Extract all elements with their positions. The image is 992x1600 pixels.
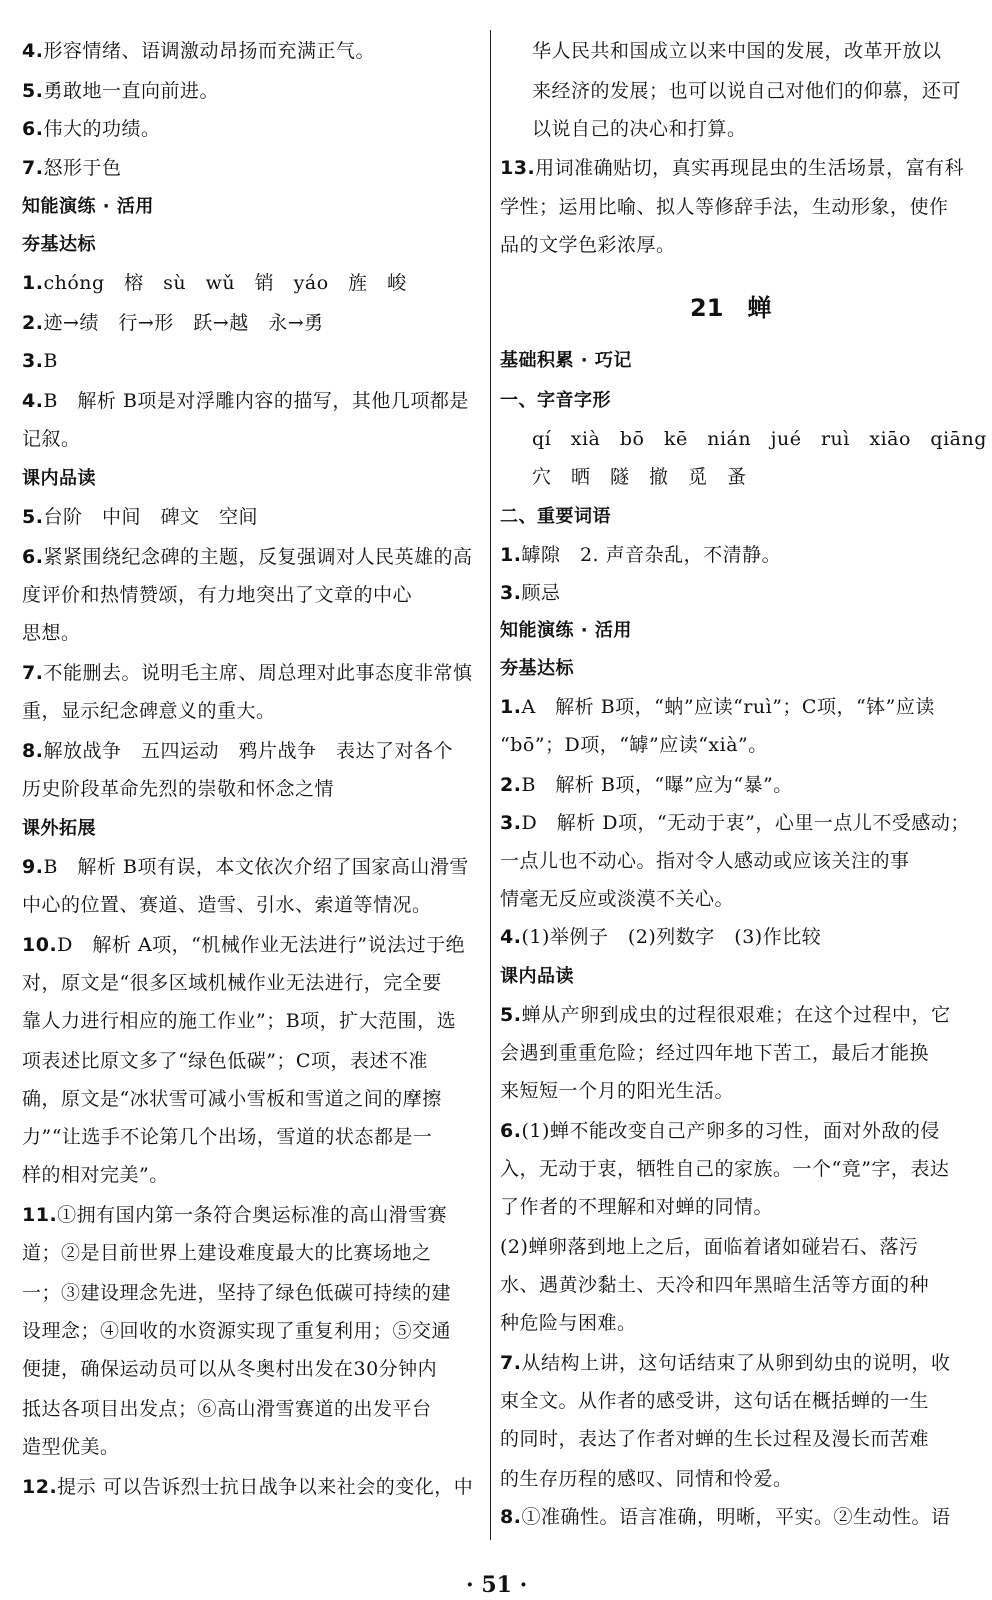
answer-text: 度评价和热情赞颂，有力地突出了文章的中心 — [22, 584, 413, 606]
answer-text: 中心的位置、赛道、造雪、引水、索道等情况。 — [22, 894, 432, 916]
answer-text: 从结构上讲，这句话结束了从卵到幼虫的说明，收 — [521, 1352, 951, 1374]
answer-item — [22, 934, 465, 956]
answer-text: 束全文。从作者的感受讲，这句话在概括蝉的一生 — [500, 1390, 930, 1412]
answer-item — [22, 157, 121, 179]
answer-text: 一点儿也不动心。指对令人感动或应该关注的事 — [500, 850, 910, 872]
section-heading: 一、字音字形 — [500, 390, 611, 411]
answer-text: 情毫无反应或淡漠不关心。 — [500, 888, 735, 910]
item-number: 1. — [22, 272, 44, 294]
answer-text: ①准确性。语言准确，明晰，平实。②生动性。语 — [521, 1506, 951, 1528]
answer-continuation — [500, 1312, 637, 1334]
section-title: 21 蝉 — [690, 294, 772, 322]
answer-text: 入，无动于衷，牺牲自己的家族。一个“竟”字，表达 — [500, 1158, 950, 1180]
item-number: 4. — [22, 40, 44, 62]
answer-text: chóng 榕 sù wǔ 销 yáo 旌 峻 — [43, 272, 407, 294]
item-number: 8. — [22, 740, 44, 762]
answer-continuation — [22, 1050, 428, 1072]
answer-continuation — [500, 850, 910, 872]
section-heading: 二、重要词语 — [500, 506, 611, 527]
answer-item — [22, 1476, 473, 1498]
answer-text: B — [43, 350, 58, 372]
answer-text: (1)举例子 (2)列数字 (3)作比较 — [521, 926, 822, 948]
answer-text: 对，原文是“很多区域机械作业无法进行，完全要 — [22, 972, 442, 994]
answer-text: 来经济的发展；也可以说自己对他们的仰慕，还可 — [532, 80, 962, 102]
answer-text: 历史阶段革命先烈的崇敬和怀念之情 — [22, 778, 335, 800]
answer-text: (1)蝉不能改变自己产卵多的习性，面对外敌的侵 — [521, 1120, 940, 1142]
item-number: 2. — [500, 774, 522, 796]
answer-item — [500, 812, 970, 834]
answer-continuation — [532, 466, 747, 488]
answer-text: 品的文学色彩浓厚。 — [500, 234, 676, 256]
answer-item — [22, 740, 453, 762]
answer-text: 的同时，表达了作者对蝉的生长过程及漫长而苦难 — [500, 1428, 930, 1450]
answer-continuation — [500, 1274, 929, 1296]
answer-text: 思想。 — [22, 622, 81, 644]
answer-text: 来短短一个月的阳光生活。 — [500, 1080, 735, 1102]
answer-continuation — [500, 1428, 929, 1450]
answer-item — [22, 312, 324, 334]
answer-item — [22, 350, 58, 372]
answer-continuation — [500, 234, 676, 256]
answer-text: 靠人力进行相应的施工作业”；B项，扩大范围，选 — [22, 1010, 457, 1032]
answer-text: qí xià bō kē nián jué ruì xiāo qiāng — [532, 428, 987, 450]
answer-item — [500, 1506, 950, 1528]
answer-text: 不能删去。说明毛主席、周总理对此事态度非常慎 — [43, 662, 473, 684]
answer-text: B 解析 B项有误，本文依次介绍了国家高山滑雪 — [43, 856, 469, 878]
answer-continuation — [500, 1390, 929, 1412]
item-number: 5. — [22, 506, 44, 528]
answer-continuation — [22, 428, 81, 450]
answer-text: 紧紧围绕纪念碑的主题，反复强调对人民英雄的高 — [43, 546, 473, 568]
answer-continuation — [532, 80, 961, 102]
answer-text: B 解析 B项是对浮雕内容的描写，其他几项都是 — [43, 390, 469, 412]
answer-continuation — [500, 888, 734, 910]
section-heading: 知能演练 · 活用 — [500, 620, 632, 641]
item-number: 3. — [22, 350, 44, 372]
answer-text: 解放战争 五四运动 鸦片战争 表达了对各个 — [43, 740, 453, 762]
answer-continuation — [22, 622, 81, 644]
answer-text: 一；③建设理念先进，坚持了绿色低碳可持续的建 — [22, 1282, 452, 1304]
answer-text: 勇敢地一直向前进。 — [43, 80, 219, 102]
answer-continuation — [22, 1126, 432, 1148]
answer-continuation — [22, 894, 432, 916]
answer-continuation — [500, 734, 768, 756]
answer-text: 种危险与困难。 — [500, 1312, 637, 1334]
item-number: 7. — [500, 1352, 522, 1374]
answer-text: 以说自己的决心和打算。 — [532, 118, 747, 140]
answer-item — [500, 696, 935, 718]
answer-item — [500, 926, 821, 948]
answer-text: (2)蝉卵落到地上之后，面临着诸如碰岩石、落污 — [500, 1236, 919, 1258]
section-heading: 夯基达标 — [500, 658, 574, 679]
answer-continuation — [22, 1358, 437, 1380]
item-number: 6. — [22, 546, 44, 568]
column-divider — [490, 30, 491, 1540]
answer-continuation — [22, 1320, 451, 1342]
answer-text: 罅隙 2. 声音杂乱，不清静。 — [521, 544, 782, 566]
answer-continuation — [22, 1398, 432, 1420]
answer-text: 了作者的不理解和对蝉的同情。 — [500, 1196, 774, 1218]
answer-continuation — [500, 1468, 793, 1490]
answer-text: “bō”；D项，“罅”应读“xià”。 — [500, 734, 768, 756]
answer-continuation — [22, 1010, 456, 1032]
answer-text: ①拥有国内第一条符合奥运标准的高山滑雪赛 — [57, 1204, 448, 1226]
answer-text: 怒形于色 — [43, 157, 122, 179]
item-number: 9. — [22, 856, 44, 878]
section-heading: 课内品读 — [500, 966, 574, 987]
answer-text: 迹→绩 行→形 跃→越 永→勇 — [43, 312, 324, 334]
answer-item — [22, 40, 375, 62]
answer-continuation — [22, 584, 412, 606]
answer-item — [500, 1352, 950, 1374]
answer-continuation — [500, 1042, 929, 1064]
answer-continuation — [22, 1242, 432, 1264]
answer-item — [22, 80, 219, 102]
item-number: 5. — [22, 80, 44, 102]
answer-continuation — [532, 428, 987, 450]
answer-item — [22, 506, 258, 528]
answer-continuation — [500, 196, 949, 218]
section-heading: 基础积累 · 巧记 — [500, 350, 632, 371]
item-number: 11. — [22, 1204, 58, 1226]
section-heading: 夯基达标 — [22, 234, 96, 255]
item-number: 6. — [500, 1120, 522, 1142]
answer-text: A 解析 B项，“蚋”应读“ruì”；C项，“钵”应读 — [521, 696, 935, 718]
item-number: 5. — [500, 1004, 522, 1026]
item-number: 3. — [500, 812, 522, 834]
answer-text: D 解析 A项，“机械作业无法进行”说法过于绝 — [57, 934, 466, 956]
item-number: 4. — [22, 390, 44, 412]
item-number: 7. — [22, 157, 44, 179]
section-heading: 课内品读 — [22, 468, 96, 489]
answer-text: 设理念；④回收的水资源实现了重复利用；⑤交通 — [22, 1320, 452, 1342]
answer-text: 造型优美。 — [22, 1436, 120, 1458]
answer-text: 样的相对完美”。 — [22, 1164, 169, 1186]
answer-text: 的生存历程的感叹、同情和怜爱。 — [500, 1468, 793, 1490]
item-number: 6. — [22, 118, 44, 140]
item-number: 1. — [500, 544, 522, 566]
answer-item — [22, 390, 469, 412]
item-number: 4. — [500, 926, 522, 948]
answer-text: B 解析 B项，“曝”应为“暴”。 — [521, 774, 793, 796]
answer-continuation — [532, 118, 747, 140]
answer-continuation — [500, 1196, 773, 1218]
answer-continuation — [500, 1080, 734, 1102]
answer-item — [22, 546, 472, 568]
answer-item — [22, 1204, 447, 1226]
answer-continuation — [22, 972, 442, 994]
answer-text: 项表述比原文多了“绿色低碳”；C项，表述不准 — [22, 1050, 428, 1072]
answer-continuation — [532, 40, 942, 62]
answer-text: 学性；运用比喻、拟人等修辞手法，生动形象，使作 — [500, 196, 949, 218]
answer-text: 抵达各项目出发点；⑥高山滑雪赛道的出发平台 — [22, 1398, 432, 1420]
section-heading: 课外拓展 — [22, 818, 96, 839]
answer-text: 蝉从产卵到成虫的过程很艰难；在这个过程中，它 — [521, 1004, 951, 1026]
item-number: 3. — [500, 582, 522, 604]
answer-continuation — [22, 1282, 451, 1304]
answer-text: 水、遇黄沙黏土、天冷和四年黑暗生活等方面的种 — [500, 1274, 930, 1296]
item-number: 13. — [500, 157, 536, 179]
answer-text: 提示 可以告诉烈士抗日战争以来社会的变化，中 — [57, 1476, 474, 1498]
answer-text: 穴 晒 隧 撤 觅 蚤 — [532, 466, 747, 488]
item-number: 10. — [22, 934, 58, 956]
answer-text: 重，显示纪念碑意义的重大。 — [22, 700, 276, 722]
answer-item — [22, 856, 469, 878]
answer-text: 用词准确贴切，真实再现昆虫的生活场景，富有科 — [535, 157, 965, 179]
answer-text: 记叙。 — [22, 428, 81, 450]
item-number: 1. — [500, 696, 522, 718]
answer-continuation — [500, 1158, 949, 1180]
answer-text: 力”“让选手不论第几个出场，雪道的状态都是一 — [22, 1126, 433, 1148]
answer-item — [500, 1004, 950, 1026]
answer-text: 道；②是目前世界上建设难度最大的比赛场地之 — [22, 1242, 432, 1264]
answer-text: 伟大的功绩。 — [43, 118, 161, 140]
answer-text: 确，原文是“冰状雪可减小雪板和雪道之间的摩擦 — [22, 1088, 442, 1110]
answer-text: D 解析 D项，“无动于衷”，心里一点儿不受感动； — [521, 812, 970, 834]
answer-item — [500, 157, 964, 179]
answer-continuation — [22, 1088, 442, 1110]
answer-item — [22, 662, 472, 684]
answer-text: 台阶 中间 碑文 空间 — [43, 506, 258, 528]
answer-text: 顾忌 — [521, 582, 561, 604]
answer-continuation — [22, 1436, 120, 1458]
answer-item — [22, 272, 407, 294]
answer-continuation — [22, 778, 334, 800]
answer-continuation — [22, 700, 276, 722]
item-number: 2. — [22, 312, 44, 334]
item-number: 7. — [22, 662, 44, 684]
answer-item — [500, 544, 781, 566]
answer-item — [500, 582, 560, 604]
answer-item — [500, 774, 793, 796]
page-number: · 51 · — [466, 1572, 528, 1598]
answer-item — [22, 118, 160, 140]
answer-text: 便捷，确保运动员可以从冬奥村出发在30分钟内 — [22, 1358, 438, 1380]
answer-item — [500, 1120, 940, 1142]
answer-text: 形容情绪、语调激动昂扬而充满正气。 — [43, 40, 375, 62]
section-heading: 知能演练 · 活用 — [22, 196, 154, 217]
answer-text: 华人民共和国成立以来中国的发展，改革开放以 — [532, 40, 942, 62]
item-number: 8. — [500, 1506, 522, 1528]
answer-text: 会遇到重重危险；经过四年地下苦工，最后才能换 — [500, 1042, 930, 1064]
item-number: 12. — [22, 1476, 58, 1498]
answer-continuation — [22, 1164, 169, 1186]
answer-continuation — [500, 1236, 918, 1258]
